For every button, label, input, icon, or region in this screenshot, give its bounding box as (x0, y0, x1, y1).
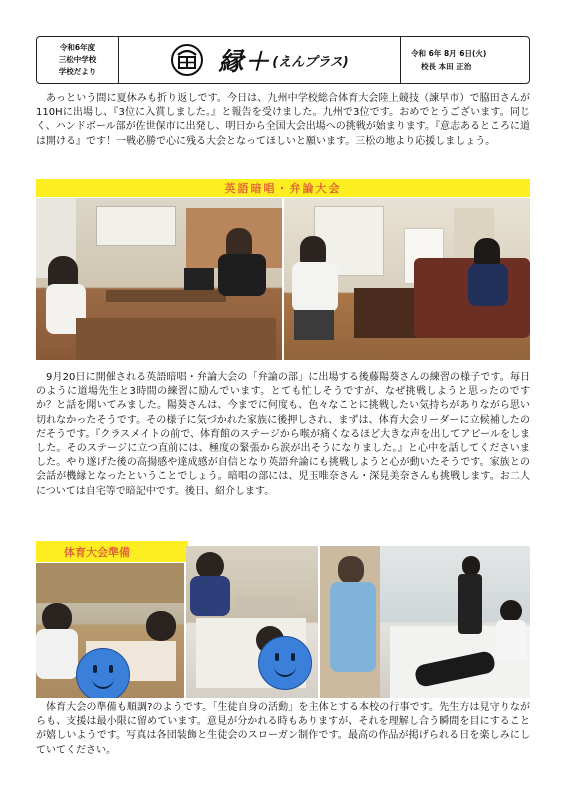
school-info (37, 37, 119, 83)
speech-interview-photo (284, 198, 530, 360)
issue-date: 令和 6年 8月 6日(火) (411, 49, 487, 58)
sports-festival-banner: 体育大会準備 (36, 541, 188, 562)
issue-info (401, 37, 529, 83)
newsletter-subtitle: (えんプラス) (272, 54, 349, 70)
newsletter-title: 縁＋ (218, 47, 271, 76)
newsletter-title-block (119, 37, 401, 83)
decoration-work-photo-2 (186, 546, 318, 698)
intro-paragraph: あっという間に夏休みも折り返しです。今日は、九州中学校総合体育大会陸上競技（諫早市）で脇田さんが110Hに出場し、『3位に入賞しました。』と報告を受けました。九州で3位です。おめでとうございます。同じく、ハンドボール部が佐世保市に出発し、明日から全国大会出場への挑戦が始まります。『意志あるところに道は開ける』です！一戦必勝で心に残る大会となってほしいと願います。三松の地より応援しましょう。 (36, 93, 530, 147)
decoration-work-photo-1 (36, 563, 184, 698)
principal-name: 校長 本田 正治 (421, 62, 472, 71)
speech-practice-photo (36, 198, 282, 360)
speech-contest-paragraph: 9月20日に開催される英語暗唱・弁論大会の「弁論の部」に出場する後藤陽葵さんの練習の様子です。毎日のように道場先生と3時間の練習に励んでいます。とても忙しそうですが、なぜ挑戦しようと思ったのですか？と話を聞いてみました。陽葵さんは、今までに何度も、色々なことに挑戦したい気持ちがありながら思い切れなかったそうです。その様子に気づかれた家族に後押しされ、まずは、体育大会リーダーに立候補したのだそうです。『クラスメイトの前で、体育館のステージから喉が痛くなるほど大きな声を出してアピールをしました。そのステージに立つ直前には、極度の緊張から涙が出そうになりました。』と心中を話してくださいました。やり遂げた後の高揚感や達成感が自信となり英語弁論にも挑戦しようと心が動いたそうです。家族との会話が機縁となったということでしょう。暗唱の部には、児玉唯奈さん・深見美奈さんも挑戦します。お二人については自宅等で暗記中です。後日、紹介します。 (36, 372, 530, 497)
newsletter-header (36, 36, 530, 84)
privacy-face-icon (76, 648, 130, 698)
school-year: 令和6年度 (59, 43, 96, 52)
slogan-work-photo (320, 546, 530, 698)
privacy-face-icon (258, 636, 312, 690)
school-emblem-icon (170, 43, 204, 77)
newsletter-type: 学校だより (58, 67, 97, 76)
speech-contest-banner: 英語暗唱・弁論大会 (36, 179, 530, 197)
sports-festival-paragraph: 体育大会の準備も順調?のようです。「生徒自身の活動」を主体とする本校の行事です。先生方は見守りながらも、支援は最小限に留めています。意見が分かれる時もありますが、それを理解し合う瞬間を目にすることが嬉しいようです。写真は各団装飾と生徒会のスローガン制作です。最高の作品が掲げられる日を楽しみにしていてください。 (36, 702, 530, 756)
school-name: 三松中学校 (58, 55, 97, 64)
